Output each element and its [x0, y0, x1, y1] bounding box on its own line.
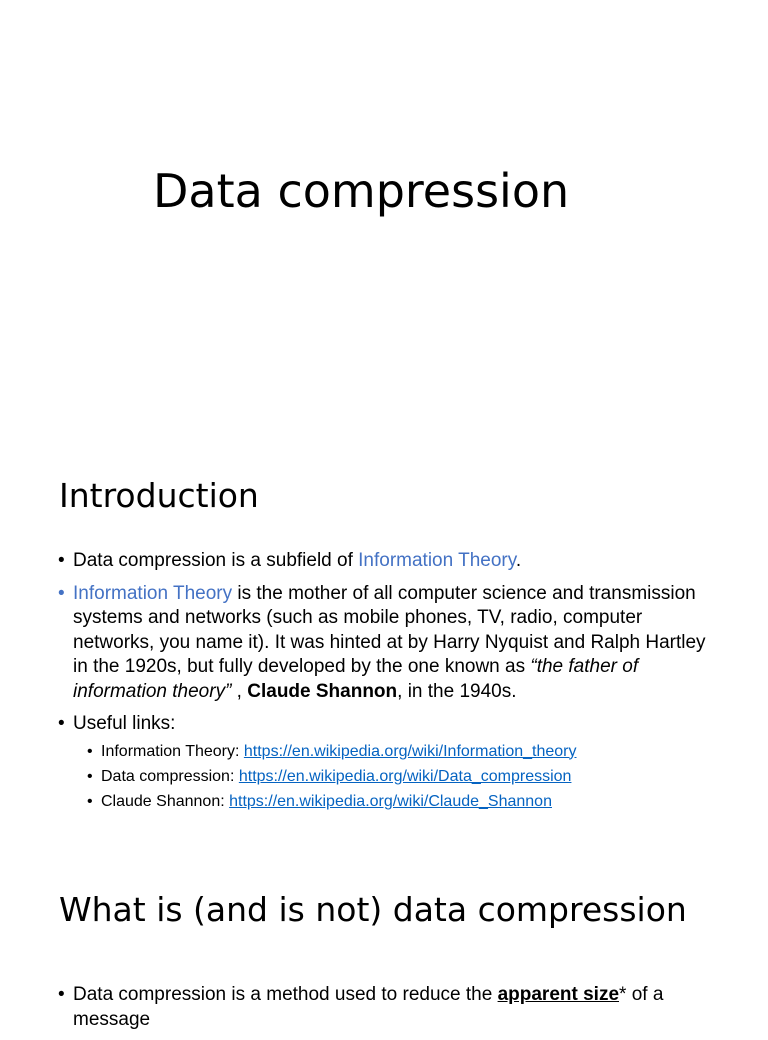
slide-title: Data compression — [153, 164, 570, 218]
bullet-dot-icon: • — [58, 984, 65, 1005]
sub-bullet-dot-icon: • — [87, 767, 93, 785]
bullet-subfield — [0, 549, 713, 574]
bullet-text: . — [515, 550, 522, 571]
useful-links-list — [73, 739, 713, 814]
bullet-dot-icon: • — [58, 582, 65, 604]
bullet-method-reduce-size — [0, 983, 713, 1032]
introduction-bullet-list — [0, 549, 713, 822]
link-item-claude-shannon — [73, 789, 713, 814]
bullet-text: * of a message — [73, 984, 664, 1030]
bullet-text: , in the 1940s. — [397, 680, 517, 702]
link-label: Claude Shannon: — [101, 792, 230, 810]
what-is-bullet-list — [0, 983, 713, 1040]
bullet-useful-links — [0, 712, 713, 814]
link-item-information-theory — [73, 739, 713, 764]
data-compression-url-link[interactable]: https://en.wikipedia.org/wiki/Data_compression — [238, 767, 572, 785]
information-theory-url-link[interactable]: https://en.wikipedia.org/wiki/Information_theory — [243, 742, 577, 760]
bullet-text: , — [231, 680, 248, 702]
information-theory-link[interactable]: Information Theory — [358, 550, 516, 571]
bullet-text: Useful links: — [73, 713, 176, 734]
link-item-data-compression — [73, 764, 713, 789]
link-label: Data compression: — [101, 767, 239, 785]
bullet-text: is the mother of all computer science and transmission systems and networks (such as mobile phones, TV, radio, computer networks, you name it). It was hinted at by Harry Nyquist and Ralph Hartley in the 1920s, but fully developed by the one known as — [73, 582, 706, 677]
sub-bullet-dot-icon: • — [87, 742, 93, 760]
claude-shannon-url-link[interactable]: https://en.wikipedia.org/wiki/Claude_Shannon — [229, 792, 552, 810]
claude-shannon-name: Claude Shannon — [247, 680, 398, 702]
what-is-data-compression-heading: What is (and is not) data compression — [59, 890, 687, 929]
link-label: Information Theory: — [101, 742, 244, 760]
bullet-mother-of-all — [0, 582, 713, 705]
bullet-text: Data compression is a subfield of — [73, 550, 359, 571]
bullet-dot-icon: • — [58, 713, 65, 734]
bullet-text: Data compression is a method used to reduce the — [73, 984, 498, 1005]
apparent-size-term: apparent size — [497, 984, 620, 1005]
sub-bullet-dot-icon: • — [87, 792, 93, 810]
information-theory-link[interactable]: Information Theory — [73, 582, 233, 604]
introduction-heading: Introduction — [59, 476, 259, 515]
father-quote: “the father of information theory” — [73, 656, 639, 702]
bullet-dot-icon: • — [58, 550, 65, 571]
